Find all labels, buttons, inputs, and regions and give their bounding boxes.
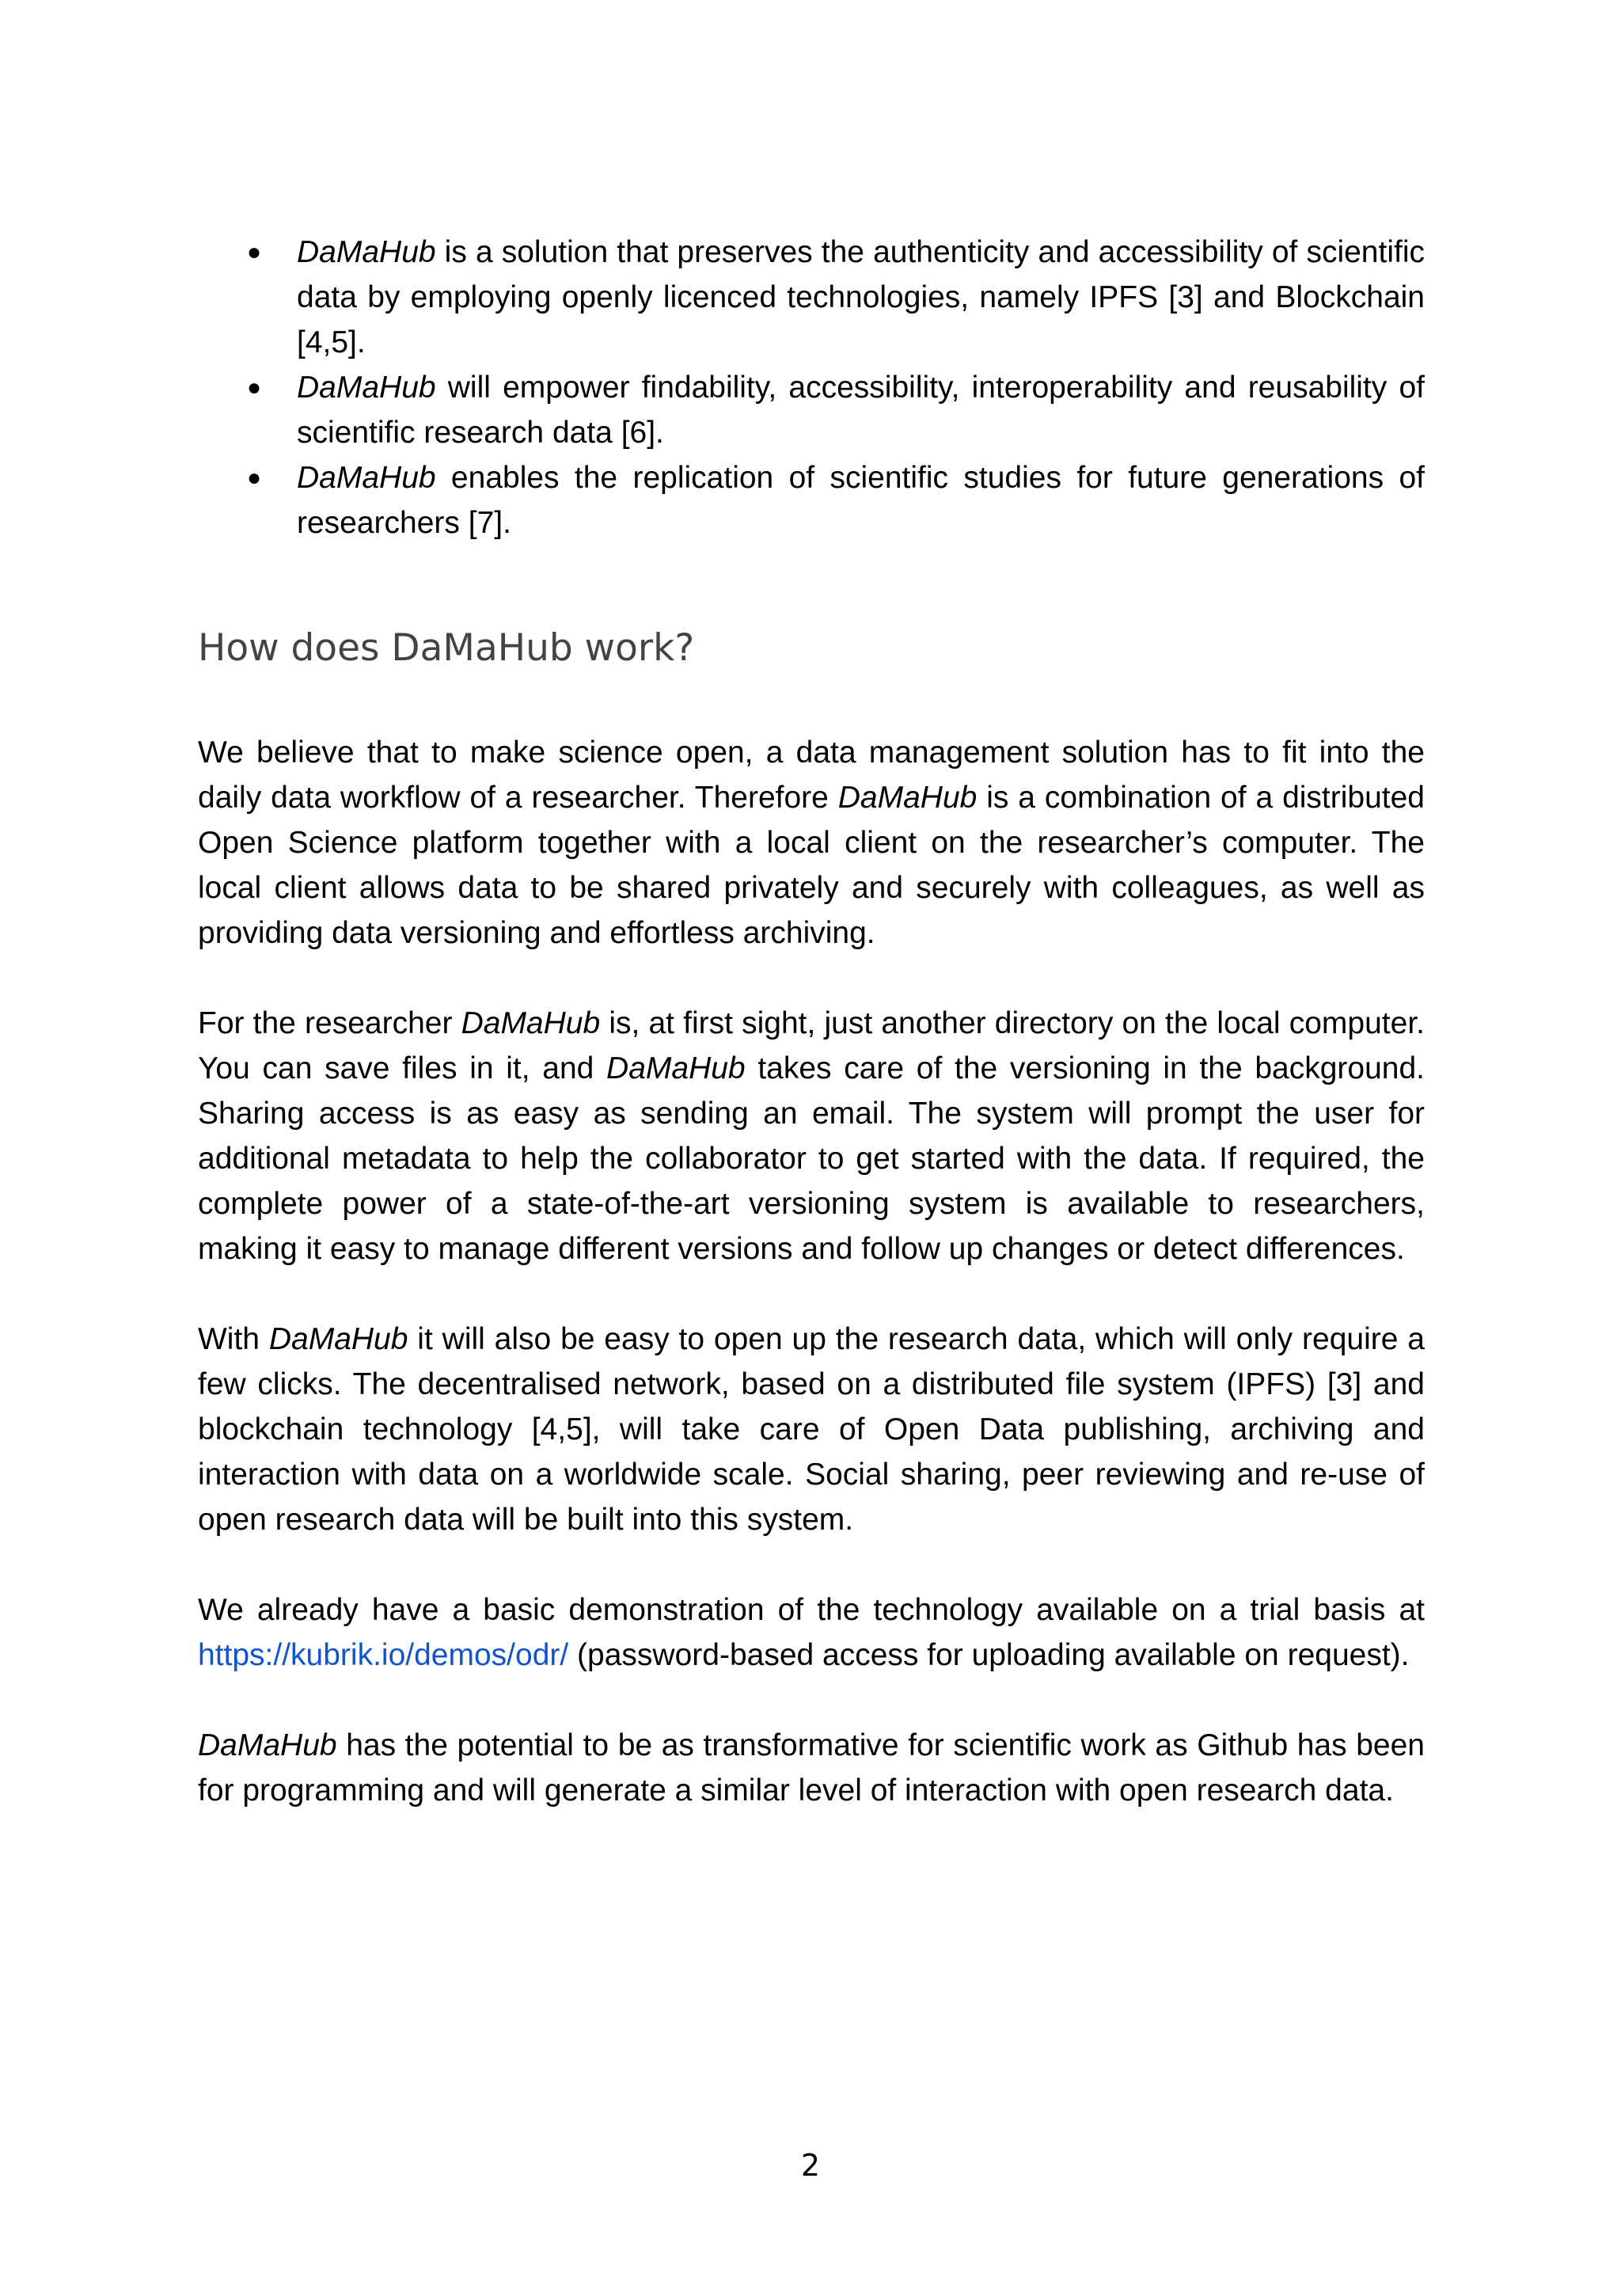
section-heading: How does DaMaHub work? <box>198 626 695 670</box>
paragraph-text: We already have a basic demonstration of the technology available on a trial basis at <box>198 1593 1425 1627</box>
paragraph-text: it will also be easy to open up the research data, which will only require a few clicks. The decentralised network, based on a distributed file system (IPFS) [3] and blockchain technology [4,5], will take care of Open Data publishing, archiving and interaction with data on a worldwide scale. Social sharing, peer reviewing and re-use of open research data will be built into this system. <box>198 1322 1425 1537</box>
paragraph-text: is a combination of a distributed Open Science platform together with a local client on the researcher’s computer. The local client allows data to be shared privately and securely with colleagues, as well as providing data versioning and effortless archiving. <box>198 781 1425 950</box>
demo-link[interactable]: https://kubrik.io/demos/odr/ <box>198 1638 569 1672</box>
product-name: DaMaHub <box>297 461 436 495</box>
bullet-text: will empower findability, accessibility, interoperability and reusability of scientific research data [6]. <box>297 371 1425 450</box>
bullet-item <box>198 455 1425 545</box>
feature-bullet-list <box>198 230 1425 545</box>
paragraph-text: has the potential to be as transformative for scientific work as Github has been for programming and will generate a similar level of interaction with open research data. <box>198 1728 1425 1808</box>
paragraph-workflow <box>198 730 1425 956</box>
paragraph-text: For the researcher <box>198 1006 461 1040</box>
paragraph-open-data <box>198 1317 1425 1542</box>
page-content <box>198 230 1425 1813</box>
product-name: DaMaHub <box>198 1728 337 1762</box>
paragraph-text: We believe that to make science open, a data management solution has to fit into the daily data workflow of a researcher. Therefore <box>198 736 1425 815</box>
page-number: 2 <box>800 2148 821 2183</box>
product-name: DaMaHub <box>461 1006 601 1040</box>
bullet-icon: ● <box>247 239 262 265</box>
paragraph-text: is, at first sight, just another directory on the local computer. You can save files in it, and <box>198 1006 1425 1085</box>
paragraph-potential <box>198 1723 1425 1813</box>
paragraph-text: takes care of the versioning in the background. Sharing access is as easy as sending an email. The system will prompt the user for additional metadata to help the collaborator to get started with the data. If required, the complete power of a state-of-the-art versioning system is available to researchers, making it easy to manage different versions and follow up changes or detect differences. <box>198 1051 1425 1266</box>
product-name: DaMaHub <box>606 1051 746 1085</box>
paragraph-text: (password-based access for uploading available on request). <box>568 1638 1410 1672</box>
product-name: DaMaHub <box>268 1322 408 1356</box>
paragraph-demo <box>198 1587 1425 1678</box>
bullet-item <box>198 230 1425 365</box>
bullet-text: is a solution that preserves the authenticity and accessibility of scientific data by employing openly licenced technologies, namely IPFS [3] and Blockchain [4,5]. <box>297 235 1425 359</box>
paragraph-text: With <box>198 1322 269 1356</box>
bullet-item <box>198 365 1425 455</box>
bullet-icon: ● <box>247 374 262 401</box>
product-name: DaMaHub <box>837 781 978 815</box>
paragraph-researcher <box>198 1001 1425 1272</box>
bullet-text: enables the replication of scientific studies for future generations of researchers [7]. <box>297 461 1425 540</box>
product-name: DaMaHub <box>297 235 436 269</box>
bullet-icon: ● <box>247 465 262 491</box>
product-name: DaMaHub <box>297 371 436 405</box>
